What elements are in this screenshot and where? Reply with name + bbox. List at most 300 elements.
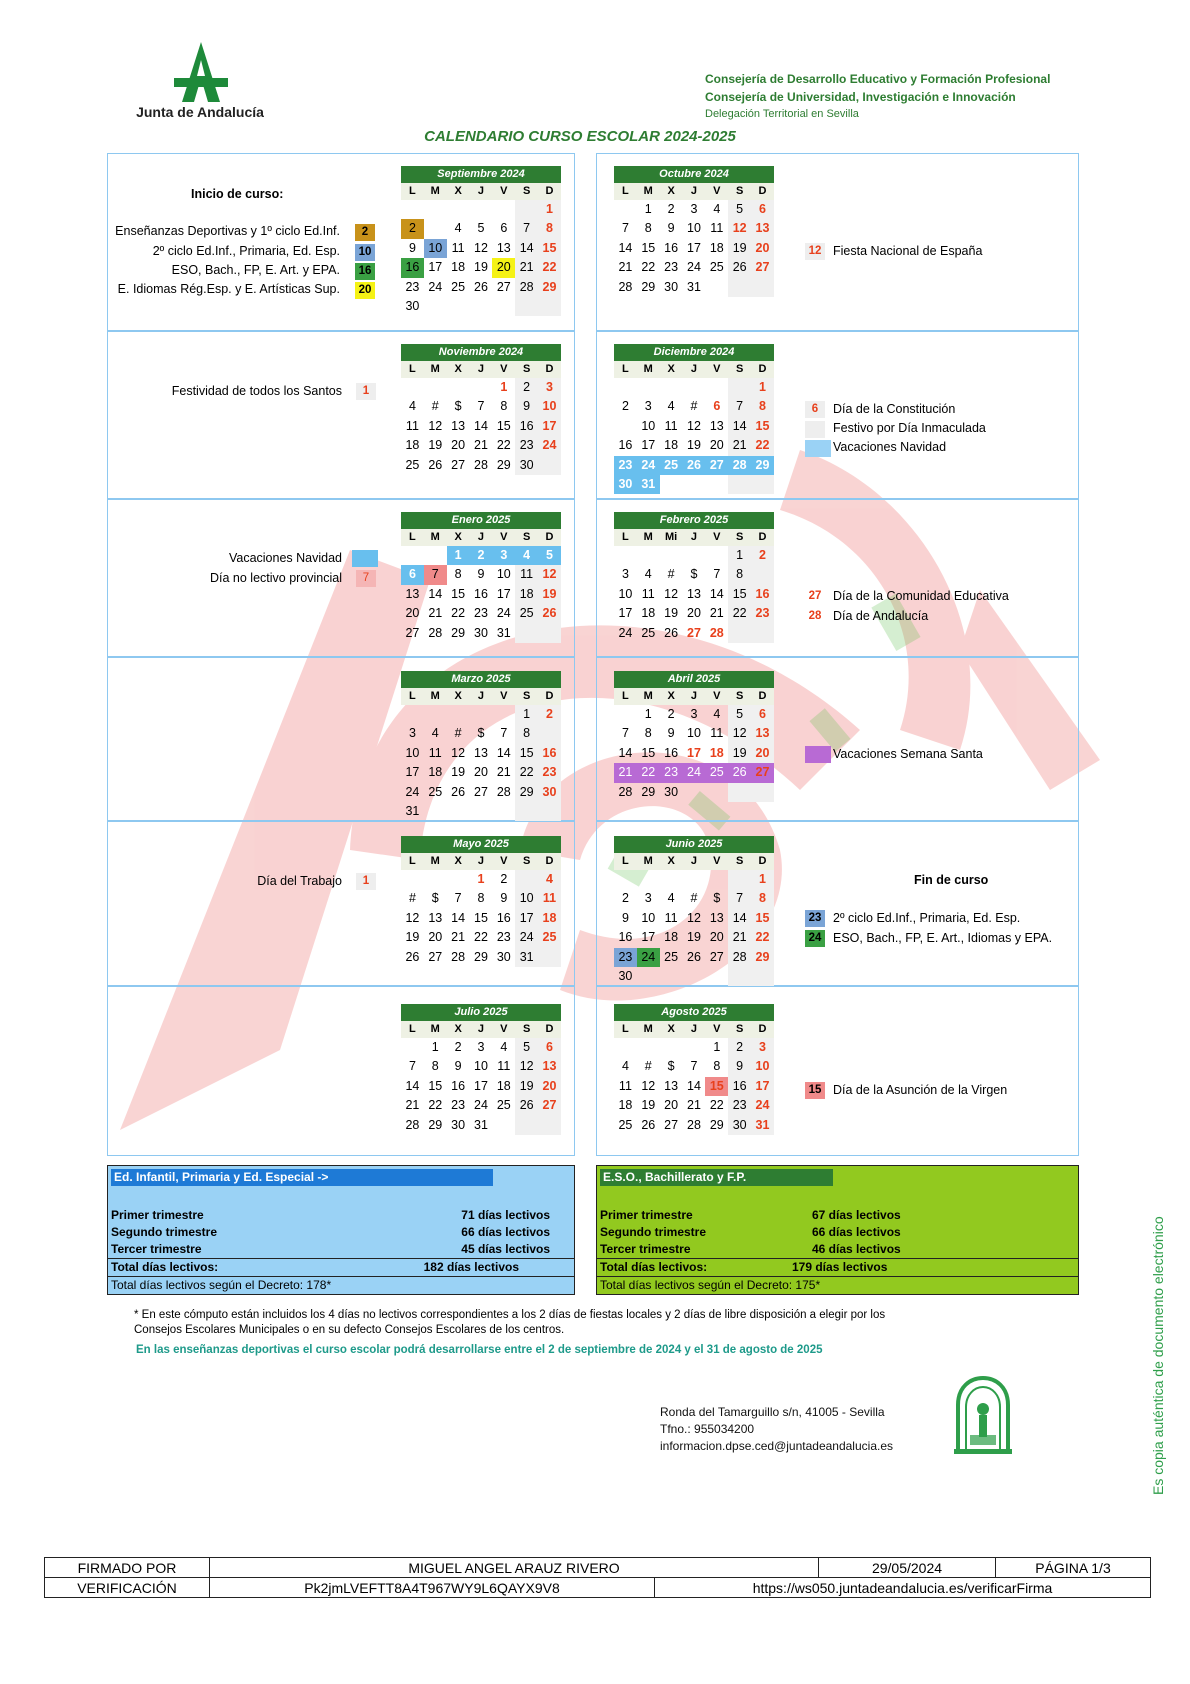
week-row: [614, 585, 774, 604]
weekday-label: S: [522, 1023, 531, 1035]
day-cell: [401, 546, 424, 565]
day-cell: [538, 802, 561, 821]
day-cell: 7: [515, 219, 538, 238]
day-cell: 14: [618, 745, 633, 760]
day-cell: 11: [710, 726, 724, 741]
day-cell: 25: [405, 457, 420, 472]
weekday-label: D: [545, 363, 554, 375]
day-cell: [447, 200, 470, 219]
day-cell: 23: [751, 604, 774, 623]
weekday-label: S: [522, 690, 531, 702]
day-cell: [683, 1038, 706, 1057]
day-cell: 19: [728, 239, 751, 258]
month-title: Febrero 2025: [614, 512, 774, 529]
day-cell: 18: [664, 930, 679, 945]
weekday-label: V: [713, 363, 721, 375]
day-cell: 2: [621, 891, 629, 906]
week-row: [401, 585, 561, 604]
day-cell: 21: [515, 258, 538, 277]
note-2: Consejos Escolares Municipales o en su defecto Consejos Escolares de los centros.: [134, 1324, 565, 1336]
day-cell: [538, 297, 561, 316]
day-cell: $: [690, 567, 698, 582]
week-row: [401, 278, 561, 297]
day-cell: [515, 297, 538, 316]
weekday-label: D: [545, 1023, 554, 1035]
vertical-note: Es copia auténtica de documento electrónico: [1150, 1216, 1166, 1495]
summary-right-total-label: Total días lectivos:: [600, 1260, 708, 1274]
weekday-label: J: [690, 690, 698, 702]
summary-left-r2: Segundo trimestre: [111, 1225, 218, 1239]
day-cell: 24: [474, 1098, 488, 1113]
day-cell: 10: [515, 889, 538, 908]
day-cell: 27: [451, 457, 466, 472]
day-cell: [637, 546, 660, 565]
day-cell: 4: [644, 567, 652, 582]
day-cell: 11: [451, 240, 465, 255]
summary-left-v2: 66 días lectivos: [461, 1225, 550, 1239]
day-cell: 18: [641, 606, 656, 621]
week-row: [614, 1116, 774, 1135]
weekday-label: M: [643, 531, 653, 543]
week-row: [614, 724, 774, 743]
day-cell: 1: [713, 1040, 721, 1054]
day-cell: 24: [637, 948, 660, 967]
weekday-label: M: [643, 1023, 653, 1035]
day-cell: 31: [405, 803, 420, 818]
week-row: [401, 239, 561, 258]
week-row: [401, 744, 561, 763]
day-cell: 14: [428, 586, 443, 601]
weekday-label: L: [622, 855, 629, 867]
day-cell: 13: [538, 1057, 561, 1076]
week-row: [614, 1096, 774, 1115]
day-cell: #: [690, 891, 698, 906]
legend-jun-1-swatch: 23: [805, 910, 825, 927]
week-row: [401, 928, 561, 947]
day-cell: 18: [405, 438, 420, 453]
week-row: [614, 783, 774, 802]
day-cell: 10: [618, 586, 633, 601]
month-11: [614, 1004, 774, 1135]
day-cell: 14: [709, 586, 724, 601]
legend-sep-3-label: ESO, Bach., FP, E. Art. y EPA.: [171, 263, 340, 277]
day-cell: 19: [405, 930, 420, 945]
day-cell: 19: [687, 930, 701, 945]
legend-oct-label: Fiesta Nacional de España: [833, 244, 983, 258]
weekday-label: S: [522, 855, 531, 867]
day-cell: 16: [618, 438, 633, 453]
day-cell: 28: [515, 278, 538, 297]
weekday-label: L: [409, 531, 416, 543]
day-cell: 19: [641, 1098, 656, 1113]
month-title: Marzo 2025: [401, 671, 561, 688]
day-cell: 18: [538, 909, 561, 928]
day-cell: 24: [683, 763, 706, 782]
weekday-label: J: [477, 855, 485, 867]
day-cell: 21: [687, 1098, 701, 1113]
day-cell: 12: [687, 910, 701, 925]
day-cell: 2: [538, 705, 561, 724]
week-row: [401, 456, 561, 475]
week-row: [614, 967, 774, 986]
weekday-label: V: [500, 690, 508, 702]
day-cell: 31: [496, 625, 511, 640]
weekday-label: L: [409, 855, 416, 867]
day-cell: 16: [515, 417, 538, 436]
day-cell: [424, 219, 447, 238]
day-cell: 3: [408, 726, 416, 741]
weekday-label: X: [454, 690, 462, 702]
day-cell: 26: [405, 949, 420, 964]
day-cell: 26: [728, 258, 751, 277]
day-cell: 14: [687, 1078, 701, 1093]
day-cell: 28: [451, 949, 466, 964]
summary-right-total: 179 días lectivos: [792, 1260, 888, 1274]
day-cell: [728, 870, 751, 889]
day-cell: 8: [751, 889, 774, 908]
day-cell: [683, 546, 706, 565]
day-cell: 26: [515, 1096, 538, 1115]
day-cell: 23: [614, 948, 637, 967]
week-row: [614, 889, 774, 908]
day-cell: 15: [538, 239, 561, 258]
day-cell: [470, 378, 493, 397]
day-cell: 20: [451, 438, 466, 453]
day-cell: 12: [664, 586, 679, 601]
day-cell: 3: [621, 567, 629, 582]
day-cell: 27: [751, 763, 774, 782]
day-cell: 21: [428, 606, 443, 621]
month-3: [614, 344, 774, 494]
day-cell: 16: [618, 930, 633, 945]
day-cell: 3: [644, 891, 652, 906]
week-row: [614, 565, 774, 584]
legend-oct-swatch: 12: [805, 243, 825, 260]
day-cell: 16: [728, 1077, 751, 1096]
day-cell: 24: [618, 625, 633, 640]
week-row: [614, 456, 774, 475]
day-cell: 17: [515, 909, 538, 928]
weekday-header: [614, 183, 774, 200]
institution-3: Delegación Territorial en Sevilla: [705, 108, 859, 120]
summary-left-v1: 71 días lectivos: [461, 1208, 550, 1222]
day-cell: 12: [428, 418, 443, 433]
day-cell: 3: [690, 707, 698, 721]
day-cell: 17: [641, 930, 656, 945]
day-cell: [424, 297, 447, 316]
legend-sep-3-swatch: 16: [355, 263, 375, 280]
day-cell: [538, 456, 561, 475]
day-cell: 15: [751, 909, 774, 928]
day-cell: 15: [496, 418, 511, 433]
week-row: [401, 1116, 561, 1135]
day-cell: 28: [474, 457, 488, 472]
day-cell: [424, 378, 447, 397]
weekday-header: [614, 1021, 774, 1038]
weekday-label: X: [667, 690, 675, 702]
day-cell: 17: [618, 606, 633, 621]
day-cell: $: [713, 891, 721, 906]
weekday-label: J: [477, 185, 485, 197]
week-row: [401, 948, 561, 967]
weekday-label: X: [454, 531, 462, 543]
day-cell: 14: [728, 417, 751, 436]
day-cell: 18: [709, 240, 724, 255]
weekday-header: [614, 361, 774, 378]
weekday-label: D: [545, 690, 554, 702]
day-cell: [637, 1038, 660, 1057]
legend-may-swatch: 1: [356, 873, 376, 890]
day-cell: [637, 967, 660, 986]
day-cell: 22: [637, 763, 660, 782]
weekday-label: L: [409, 1023, 416, 1035]
day-cell: 25: [705, 763, 728, 782]
day-cell: [705, 870, 728, 889]
day-cell: 28: [618, 279, 633, 294]
day-cell: 10: [641, 418, 656, 433]
day-cell: 25: [709, 260, 724, 275]
day-cell: 2: [667, 202, 675, 216]
day-cell: 20: [428, 930, 443, 945]
day-cell: 9: [621, 910, 629, 925]
day-cell: 24: [637, 456, 660, 475]
day-cell: 21: [405, 1098, 420, 1113]
logo-text: Junta de Andalucía: [136, 104, 264, 120]
day-cell: 20: [664, 1098, 679, 1113]
day-cell: 4: [621, 1059, 629, 1074]
day-cell: 25: [618, 1117, 633, 1132]
legend-dec-1-swatch: 6: [805, 401, 825, 418]
day-cell: [614, 378, 637, 397]
day-cell: 30: [451, 1117, 466, 1132]
day-cell: 11: [710, 221, 724, 236]
day-cell: [470, 802, 493, 821]
day-cell: 2: [515, 378, 538, 397]
day-cell: 10: [687, 221, 701, 236]
day-cell: 23: [405, 279, 420, 294]
day-cell: [751, 624, 774, 643]
day-cell: 31: [474, 1117, 488, 1132]
weekday-label: M: [643, 855, 653, 867]
day-cell: 6: [500, 221, 508, 236]
day-cell: 29: [709, 1117, 724, 1132]
day-cell: 14: [474, 418, 488, 433]
day-cell: [728, 378, 751, 397]
day-cell: 28: [496, 784, 511, 799]
day-cell: 28: [709, 625, 724, 640]
day-cell: 25: [496, 1098, 511, 1113]
day-cell: 2: [454, 1040, 462, 1054]
summary-left-total: 182 días lectivos: [423, 1260, 519, 1274]
day-cell: 15: [641, 240, 656, 255]
day-cell: 31: [515, 948, 538, 967]
weekday-label: M: [430, 1023, 440, 1035]
weekday-label: V: [500, 855, 508, 867]
day-cell: 30: [496, 949, 511, 964]
week-row: [614, 705, 774, 724]
week-row: [614, 200, 774, 219]
weekday-label: S: [522, 363, 531, 375]
day-cell: [751, 475, 774, 494]
month-7: [614, 671, 774, 802]
day-cell: 20: [474, 765, 488, 780]
week-row: [614, 624, 774, 643]
summary-right-v2: 66 días lectivos: [812, 1225, 901, 1239]
day-cell: 4: [454, 221, 462, 236]
day-cell: 13: [687, 586, 701, 601]
day-cell: [614, 705, 637, 724]
day-cell: 3: [538, 378, 561, 397]
day-cell: 12: [405, 910, 420, 925]
month-10: [401, 1004, 561, 1135]
legend-dec-3-swatch: [805, 440, 831, 457]
day-cell: 30: [614, 475, 637, 494]
day-cell: 29: [496, 457, 511, 472]
weekday-label: S: [522, 531, 531, 543]
weekday-label: X: [454, 185, 462, 197]
firma-fecha: 29/05/2024: [819, 1558, 996, 1578]
verificacion-url[interactable]: https://ws050.juntadeandalucia.es/verificarFirma: [655, 1578, 1151, 1598]
day-cell: [660, 378, 683, 397]
day-cell: 10: [538, 397, 561, 416]
day-cell: 16: [474, 586, 488, 601]
day-cell: 25: [664, 949, 679, 964]
day-cell: 28: [428, 625, 443, 640]
day-cell: #: [690, 399, 698, 414]
month-9: [614, 836, 774, 986]
day-cell: [637, 870, 660, 889]
day-cell: [401, 870, 424, 889]
day-cell: [705, 967, 728, 986]
weekday-label: S: [735, 855, 744, 867]
weekday-label: M: [643, 690, 653, 702]
legend-jan-2-swatch: 7: [356, 570, 376, 587]
weekday-header: [614, 853, 774, 870]
week-row: [401, 546, 561, 565]
legend-sep-1-swatch: 2: [355, 224, 375, 241]
weekday-label: V: [713, 855, 721, 867]
day-cell: #: [431, 399, 439, 414]
day-cell: 22: [474, 930, 488, 945]
weekday-label: D: [758, 690, 767, 702]
day-cell: 11: [618, 1078, 632, 1093]
day-cell: 9: [728, 1057, 751, 1076]
month-title: Septiembre 2024: [401, 166, 561, 183]
month-1: [614, 166, 774, 297]
day-cell: 19: [728, 744, 751, 763]
weekday-header: [614, 529, 774, 546]
day-cell: [447, 870, 470, 889]
weekday-header: [614, 688, 774, 705]
day-cell: 15: [428, 1078, 443, 1093]
day-cell: 22: [538, 258, 561, 277]
day-cell: [401, 200, 424, 219]
week-row: [401, 909, 561, 928]
day-cell: 10: [405, 745, 420, 760]
weekday-label: S: [522, 185, 531, 197]
day-cell: [728, 783, 751, 802]
day-cell: [614, 546, 637, 565]
day-cell: [683, 870, 706, 889]
day-cell: 4: [667, 891, 675, 906]
pagina: PÁGINA 1/3: [996, 1558, 1151, 1578]
day-cell: 27: [705, 456, 728, 475]
day-cell: 1: [644, 707, 652, 721]
day-cell: [538, 1116, 561, 1135]
weekday-label: D: [758, 531, 767, 543]
day-cell: #: [454, 726, 462, 741]
week-row: [401, 378, 561, 397]
weekday-label: M: [643, 363, 653, 375]
day-cell: 14: [451, 910, 466, 925]
day-cell: 13: [709, 418, 724, 433]
weekday-label: D: [545, 531, 554, 543]
day-cell: 18: [451, 260, 466, 275]
day-cell: 20: [709, 438, 724, 453]
week-row: [401, 624, 561, 643]
day-cell: 12: [728, 219, 751, 238]
day-cell: 11: [664, 418, 678, 433]
day-cell: $: [667, 1059, 675, 1074]
day-cell: 7: [454, 891, 462, 906]
day-cell: 22: [515, 763, 538, 782]
day-cell: 14: [496, 745, 511, 760]
weekday-label: V: [713, 1023, 721, 1035]
week-row: [614, 378, 774, 397]
weekday-label: L: [622, 185, 629, 197]
legend-jan-1-label: Vacaciones Navidad: [228, 551, 342, 565]
day-cell: 2: [728, 1038, 751, 1057]
day-cell: 16: [664, 745, 679, 760]
day-cell: 11: [538, 889, 561, 908]
day-cell: 22: [496, 438, 511, 453]
day-cell: 2: [500, 872, 508, 886]
weekday-label: V: [500, 531, 508, 543]
day-cell: 29: [428, 1117, 443, 1132]
week-row: [614, 1077, 774, 1096]
week-row: [401, 870, 561, 889]
day-cell: 9: [667, 221, 675, 236]
day-cell: 2: [667, 707, 675, 721]
legend-feb-2-swatch: 28: [808, 610, 822, 622]
day-cell: 26: [683, 456, 706, 475]
weekday-label: L: [622, 363, 629, 375]
day-cell: 12: [451, 745, 466, 760]
day-cell: 13: [751, 724, 774, 743]
day-cell: 1: [751, 870, 774, 889]
day-cell: [660, 967, 683, 986]
weekday-label: V: [500, 363, 508, 375]
month-title: Mayo 2025: [401, 836, 561, 853]
day-cell: 21: [451, 930, 466, 945]
day-cell: 23: [728, 1096, 751, 1115]
day-cell: 8: [431, 1059, 439, 1074]
day-cell: 10: [496, 567, 511, 582]
day-cell: [492, 200, 515, 219]
week-row: [401, 1057, 561, 1076]
day-cell: [538, 724, 561, 743]
day-cell: 1: [751, 378, 774, 397]
weekday-label: J: [690, 1023, 698, 1035]
note-3: En las enseñanzas deportivas el curso escolar podrá desarrollarse entre el 2 de septiembre de 2024 y el 31 de agosto de 2025: [136, 1344, 823, 1356]
week-row: [401, 417, 561, 436]
month-5: [614, 512, 774, 643]
weekday-label: M: [643, 185, 653, 197]
week-row: [401, 1077, 561, 1096]
weekday-label: M: [430, 690, 440, 702]
day-cell: 29: [451, 625, 466, 640]
weekday-label: V: [713, 531, 721, 543]
